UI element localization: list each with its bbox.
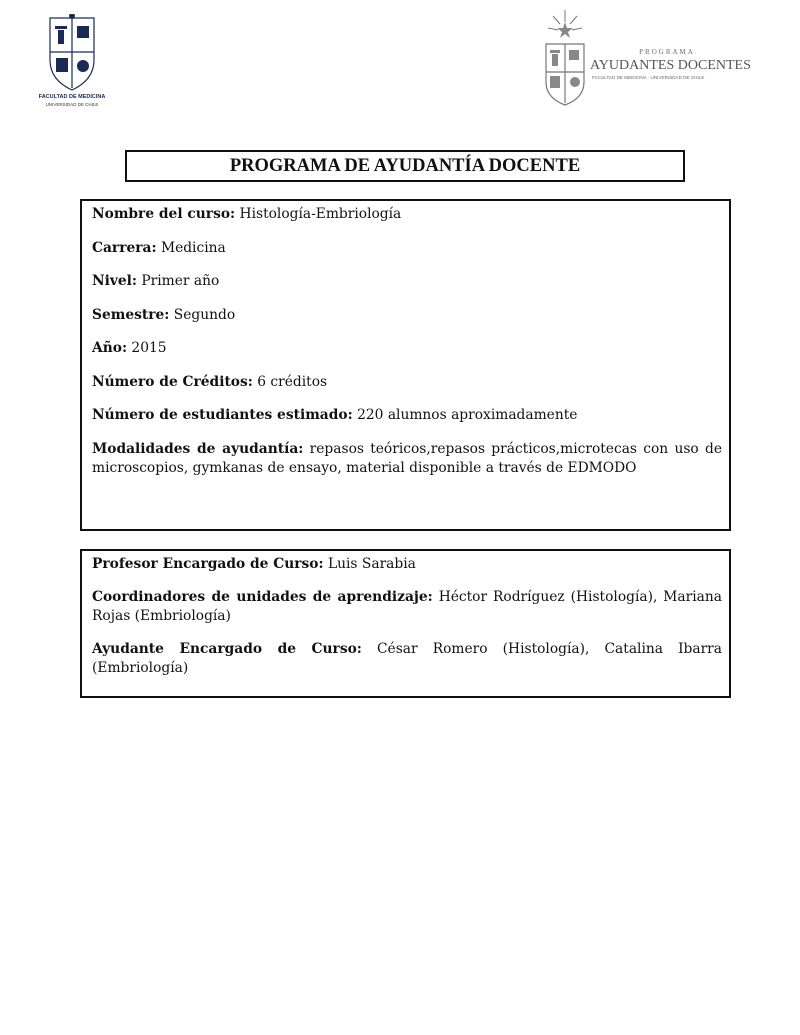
logo-university-text: UNIVERSIDAD DE CHILE — [45, 102, 99, 107]
modalities-label: Modalidades de ayudantía: — [92, 440, 304, 457]
course-name-value: Histología-Embriología — [239, 206, 402, 222]
facultad-medicina-logo — [40, 14, 104, 114]
coordinators-label: Coordinadores de unidades de aprendizaje: — [92, 589, 433, 605]
level-value: Primer año — [141, 273, 220, 289]
career-value: Medicina — [160, 239, 226, 256]
semester-label: Semestre: — [92, 306, 170, 323]
coordinators-value: Héctor Rodríguez (Histología), Mariana Rojas (Embriología) — [92, 589, 722, 624]
credits-value: 6 créditos — [257, 373, 328, 390]
assistant-value: César Romero (Histología), Catalina Ibarra (Embriología) — [92, 641, 723, 676]
professor-label: Profesor Encargado de Curso: — [92, 556, 324, 572]
coordinators-field — [92, 588, 722, 626]
credits-field — [92, 373, 722, 392]
modalities-value: repasos teóricos,repasos prácticos,microtecas con uso de microscopios, gymkanas de ensayo, material disponible a través de EDMODO — [92, 440, 723, 476]
logo-programa-text: PROGRAMA — [639, 48, 695, 56]
ayudantes-docentes-logo — [540, 8, 760, 108]
staff-info-box — [80, 549, 731, 698]
semester-field — [92, 306, 722, 325]
logo-subtitle-text: FACULTAD DE MEDICINA · UNIVERSIDAD DE CHILE — [592, 75, 705, 80]
star-crest-icon — [540, 8, 590, 108]
assistant-field — [92, 640, 722, 678]
students-field — [92, 406, 722, 425]
page-title — [125, 150, 685, 182]
course-info-box — [80, 199, 731, 531]
year-value: 2015 — [131, 340, 167, 356]
course-name-field — [92, 205, 722, 224]
page-title-text: PROGRAMA DE AYUDANTÍA DOCENTE — [229, 155, 581, 176]
year-label: Año: — [92, 340, 128, 356]
professor-value: Luis Sarabia — [327, 556, 416, 572]
modalities-field — [92, 440, 722, 478]
semester-value: Segundo — [173, 306, 236, 323]
students-label: Número de estudiantes estimado: — [92, 407, 353, 423]
logo-ayudantes-text: AYUDANTES DOCENTES — [590, 58, 751, 73]
career-label: Carrera: — [92, 239, 157, 256]
students-value: 220 alumnos aproximadamente — [357, 407, 578, 423]
year-field — [92, 339, 722, 358]
level-field — [92, 272, 722, 291]
career-field — [92, 239, 722, 258]
university-crest-icon — [40, 14, 104, 94]
logo-faculty-text: FACULTAD DE MEDICINA — [38, 94, 106, 100]
level-label: Nivel: — [92, 273, 137, 289]
professor-field — [92, 555, 722, 574]
assistant-label: Ayudante Encargado de Curso: — [92, 641, 362, 657]
course-name-label: Nombre del curso: — [92, 206, 236, 222]
credits-label: Número de Créditos: — [92, 373, 253, 390]
